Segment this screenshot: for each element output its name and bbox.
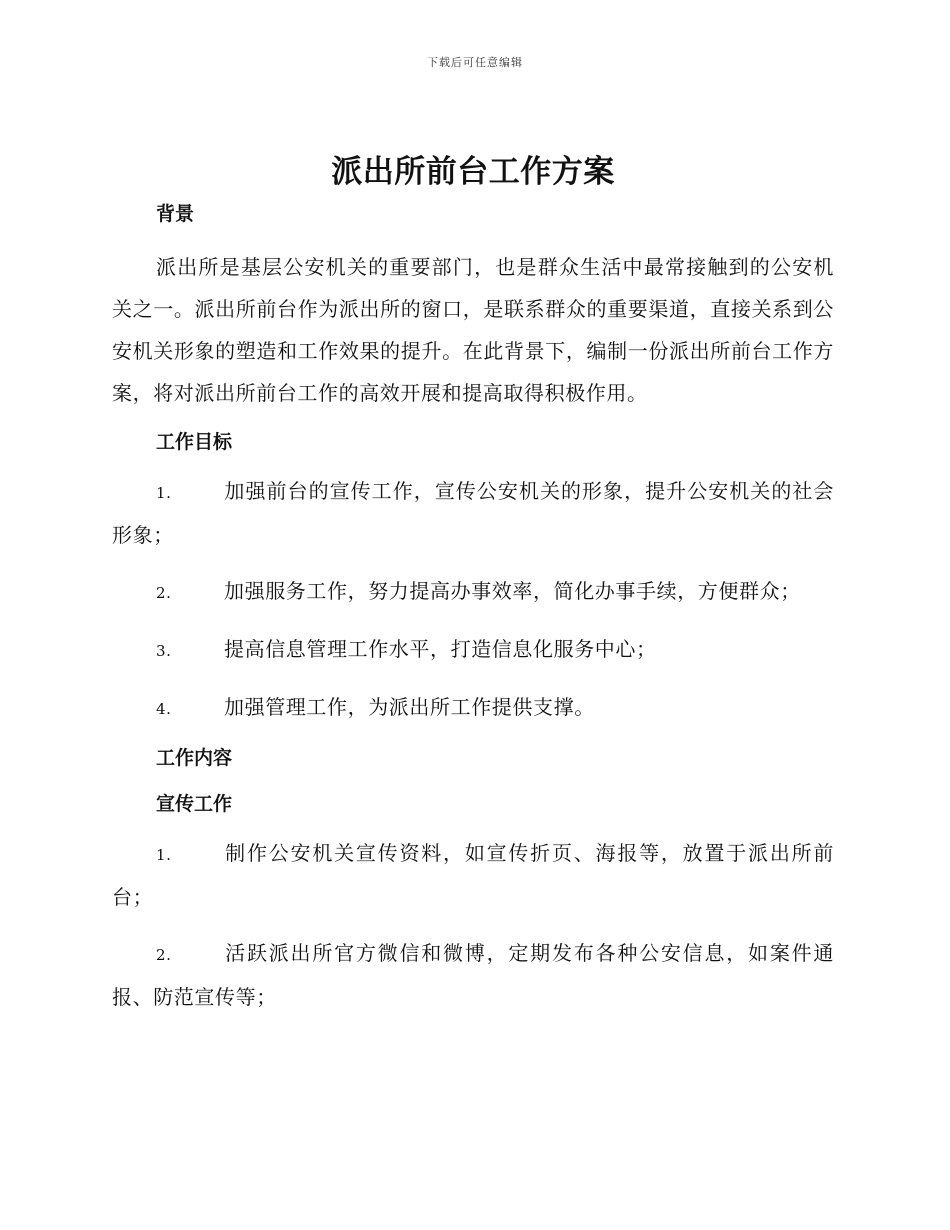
section-heading-background: 背景 <box>156 203 195 225</box>
goal-item <box>112 628 834 672</box>
document-body <box>112 148 834 1018</box>
publicity-item-text: 制作公安机关宣传资料，如宣传折页、海报等，放置于派出所前台； <box>112 841 834 909</box>
publicity-item-number: 1. <box>156 846 172 864</box>
goal-item <box>112 686 834 730</box>
goal-item-number: 4. <box>156 700 172 718</box>
goal-item-text: 加强服务工作，努力提高办事效率，简化办事手续，方便群众； <box>224 579 801 603</box>
goal-item-text: 加强管理工作，为派出所工作提供支撑。 <box>224 695 595 719</box>
goal-item <box>112 470 834 556</box>
page-header: 下载后可任意编辑 <box>427 56 523 69</box>
goal-item-number: 3. <box>156 642 172 660</box>
publicity-item <box>112 832 834 918</box>
document-title: 派出所前台工作方案 <box>331 154 615 190</box>
goal-item <box>112 570 834 614</box>
publicity-item-text: 活跃派出所官方微信和微博，定期发布各种公安信息，如案件通报、防范宣传等； <box>112 941 834 1009</box>
publicity-item <box>112 932 834 1018</box>
section-heading-goals: 工作目标 <box>156 431 233 453</box>
goal-item-number: 2. <box>156 584 172 602</box>
section-heading-publicity: 宣传工作 <box>156 793 233 815</box>
background-paragraph: 派出所是基层公安机关的重要部门，也是群众生活中最常接触到的公安机关之一。派出所前台作为派出所的窗口，是联系群众的重要渠道，直接关系到公安机关形象的塑造和工作效果的提升。在此背景下，编制一份派出所前台工作方案，将对派出所前台工作的高效开展和提高取得积极作用。 <box>112 255 834 405</box>
goal-item-text: 加强前台的宣传工作，宣传公安机关的形象，提升公安机关的社会形象； <box>112 479 834 547</box>
goal-item-text: 提高信息管理工作水平，打造信息化服务中心； <box>224 637 657 661</box>
goal-item-number: 1. <box>156 484 172 502</box>
section-heading-content: 工作内容 <box>156 747 233 769</box>
publicity-item-number: 2. <box>156 946 172 964</box>
